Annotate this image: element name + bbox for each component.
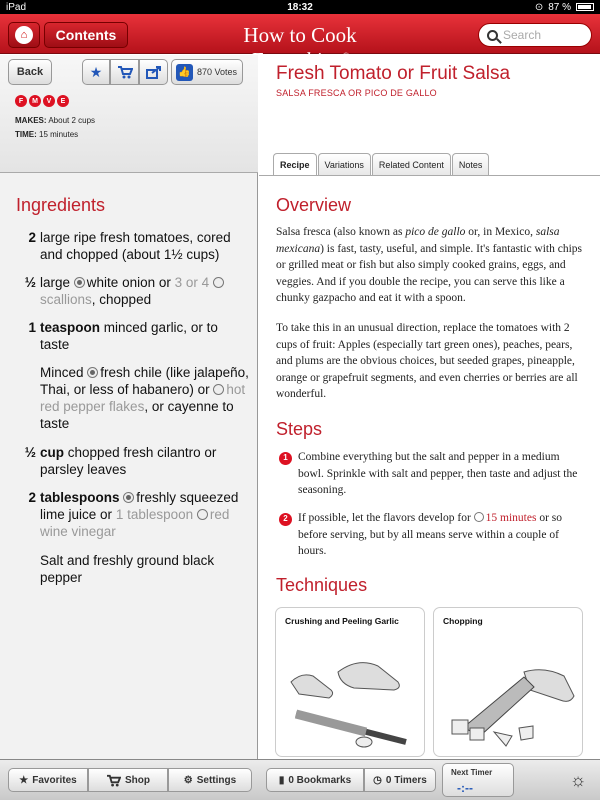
ingredient-option-selected: white onion [86,275,156,290]
recipe-detail-panel[interactable] [259,55,600,759]
ingredient-or: or [158,275,171,290]
ingredient-option-alt: scallions [40,292,92,307]
search-input[interactable] [478,23,592,47]
ingredient-body: minced garlic, or to taste [40,320,218,352]
cart-icon [117,65,133,79]
favorites-button[interactable] [8,768,88,792]
ingredient-text: Salt and freshly ground black pepper [40,553,215,585]
shopping-cart-button[interactable] [110,59,139,85]
tab-variations[interactable]: Variations [318,153,371,176]
overview-text: ) is fast, tasty, useful, and simple. It's fantastic with chips or grilled meat or fish but also simply cooked grains, eggs, and veggies. And if you double the recipe, you can serve this like a chunky gazpacho and eat it with a spoon. [276,242,583,304]
battery-percent: 87 % [548,1,571,13]
star-icon: ★ [19,774,29,786]
diet-badge: M [29,95,41,107]
ingredient-text [40,319,250,353]
techniques-heading: Techniques [276,575,368,595]
ingredient-unit: teaspoon [40,320,101,335]
shop-label: Shop [125,774,150,786]
radio-icon[interactable] [213,277,224,288]
radio-icon[interactable] [87,367,98,378]
ingredient-middle: (like jalapeño, Thai, or less of habanero) or [40,365,249,397]
ingredient-amount: 1 [28,320,36,335]
ingredient-amount: 2 [28,490,36,505]
overview-emphasis: salsa mexicana [276,226,560,255]
brand-prefix: How to Cook [243,23,357,47]
settings-label: Settings [196,774,237,786]
overview-paragraph-2: To take this in an unusual direction, replace the tomatoes with 2 cups of fruit: Apples (especially tart green ones), peaches, pears, and plums are the obvious choices, but seeded grapes, pineapple, orange or grapefruit segments, and even cherries or berries are all wonderful. [276,322,578,400]
radio-icon[interactable] [123,492,134,503]
step-text-part: or so before serving, but by all means serve within a couple of hours. [298,512,563,557]
ingredient-unit: tablespoons [40,490,120,505]
ingredient-option-selected: freshly squeezed lime juice [40,490,239,522]
votes-count: 870 Votes [197,67,238,77]
brightness-button[interactable] [564,768,592,792]
ingredient-amount: ½ [24,275,36,290]
technique-title: Crushing and Peeling Garlic [285,616,399,626]
brightness-icon: ☼ [569,769,587,790]
ingredient-text [40,444,250,478]
ingredient-text [40,364,250,432]
search-placeholder: Search [503,28,542,42]
radio-icon[interactable] [197,509,208,520]
diet-badge: F [15,95,27,107]
bookmarks-button[interactable] [266,768,364,792]
status-bar [0,0,600,14]
step-text [298,510,588,560]
overview-emphasis: pico de gallo [405,226,466,238]
ingredient-suffix: , or cayenne to taste [40,399,234,431]
step-text-part: If possible, let the flavors develop for [298,512,474,524]
diet-badge: E [57,95,69,107]
ingredient-option-alt: red wine vinegar [40,507,230,539]
ingredient-amount: ½ [24,445,36,460]
steps-heading: Steps [276,419,323,439]
step-text: Combine everything but the salt and pepper in a medium bowl. Sprinkle with salt and pepper, then taste and adjust the seasoning. [298,451,578,496]
favorite-button[interactable] [82,59,110,85]
diet-badges [15,95,69,107]
settings-button[interactable] [168,768,252,792]
diet-badge: V [43,95,55,107]
chopping-illustration [434,632,583,752]
battery-icon [576,3,594,11]
back-button[interactable]: Back [8,59,52,85]
step-number: 2 [279,513,292,526]
ingredient-text: large ripe fresh tomatoes, cored and chopped (about 1½ cups) [40,230,231,262]
makes-value: About 2 cups [48,116,96,125]
star-icon: ★ [89,63,103,80]
time-value: 15 minutes [39,130,79,139]
time-label: TIME: [15,130,37,139]
ingredient-text [40,489,250,540]
radio-icon[interactable] [74,277,85,288]
overview-text: Salsa fresca (also known as [276,226,406,238]
lock-icon: ⊙ [534,1,544,13]
share-icon [146,65,162,79]
makes-line [15,116,95,125]
next-timer-value: -:-- [457,781,473,795]
recipe-subtitle: SALSA FRESCA OR PICO DE GALLO [276,88,437,98]
ingredient-text [40,274,250,308]
share-button[interactable] [139,59,168,85]
recipe-title: Fresh Tomato or Fruit Salsa [276,63,511,84]
gear-icon: ⚙ [183,774,193,786]
technique-card[interactable] [275,607,425,757]
home-button[interactable] [8,22,40,48]
ingredient-option-alt: hot red pepper flakes [40,382,246,414]
ingredient-amount: 2 [28,230,36,245]
ingredient-body: chopped fresh cilantro or parsley leaves [40,445,217,477]
clock-icon [474,512,484,522]
time-line [15,130,78,139]
ingredient-prefix: large [40,275,71,290]
overview-paragraph [276,224,586,307]
ingredients-panel[interactable] [0,55,258,759]
overview-heading: Overview [276,195,352,215]
timers-label: 0 Timers [385,774,427,786]
recipe-info-header [0,55,258,173]
search-icon [487,30,498,41]
contents-button[interactable]: Contents [44,22,128,48]
ingredient-option-alt-amount: 3 or 4 [174,275,210,290]
device-label: iPad [6,1,27,13]
home-icon: ⌂ [15,26,33,44]
favorites-label: Favorites [32,774,77,786]
thumbs-up-icon: 👍 [176,64,193,81]
top-nav-bar [0,14,600,54]
garlic-illustration [276,632,425,752]
step-number: 1 [279,452,292,465]
vote-button[interactable] [171,59,243,85]
tab-related-content[interactable]: Related Content [372,153,451,176]
makes-label: MAKES: [15,116,47,125]
ingredient-option-alt-amount: 1 tablespoon [115,507,194,522]
bottom-toolbar [0,759,600,800]
timer-link[interactable]: 15 minutes [485,512,537,524]
tab-recipe[interactable]: Recipe [273,153,317,176]
bookmarks-label: 0 Bookmarks [288,774,352,786]
shop-button[interactable] [88,768,168,792]
ingredient-suffix: , chopped [91,292,152,307]
ingredient-unit: cup [40,445,65,460]
timer-icon: ◷ [373,774,382,786]
tab-notes[interactable]: Notes [452,153,490,176]
next-timer-display[interactable] [442,763,514,797]
ingredient-option-selected: fresh chile [100,365,162,380]
radio-icon[interactable] [213,384,224,395]
technique-title: Chopping [443,616,483,626]
ingredient-prefix: Minced [40,365,84,380]
tab-divider [259,175,600,176]
ingredient-or: or [100,507,113,522]
cart-icon [106,774,121,787]
overview-text: or, in Mexico, [465,226,536,238]
technique-card[interactable] [433,607,583,757]
bookmark-icon: ▮ [278,774,285,786]
recipe-tabs [273,153,490,176]
clock-time: 18:32 [287,1,313,13]
ingredients-heading: Ingredients [16,195,106,215]
next-timer-label: Next Timer [451,768,493,777]
timers-button[interactable] [364,768,436,792]
